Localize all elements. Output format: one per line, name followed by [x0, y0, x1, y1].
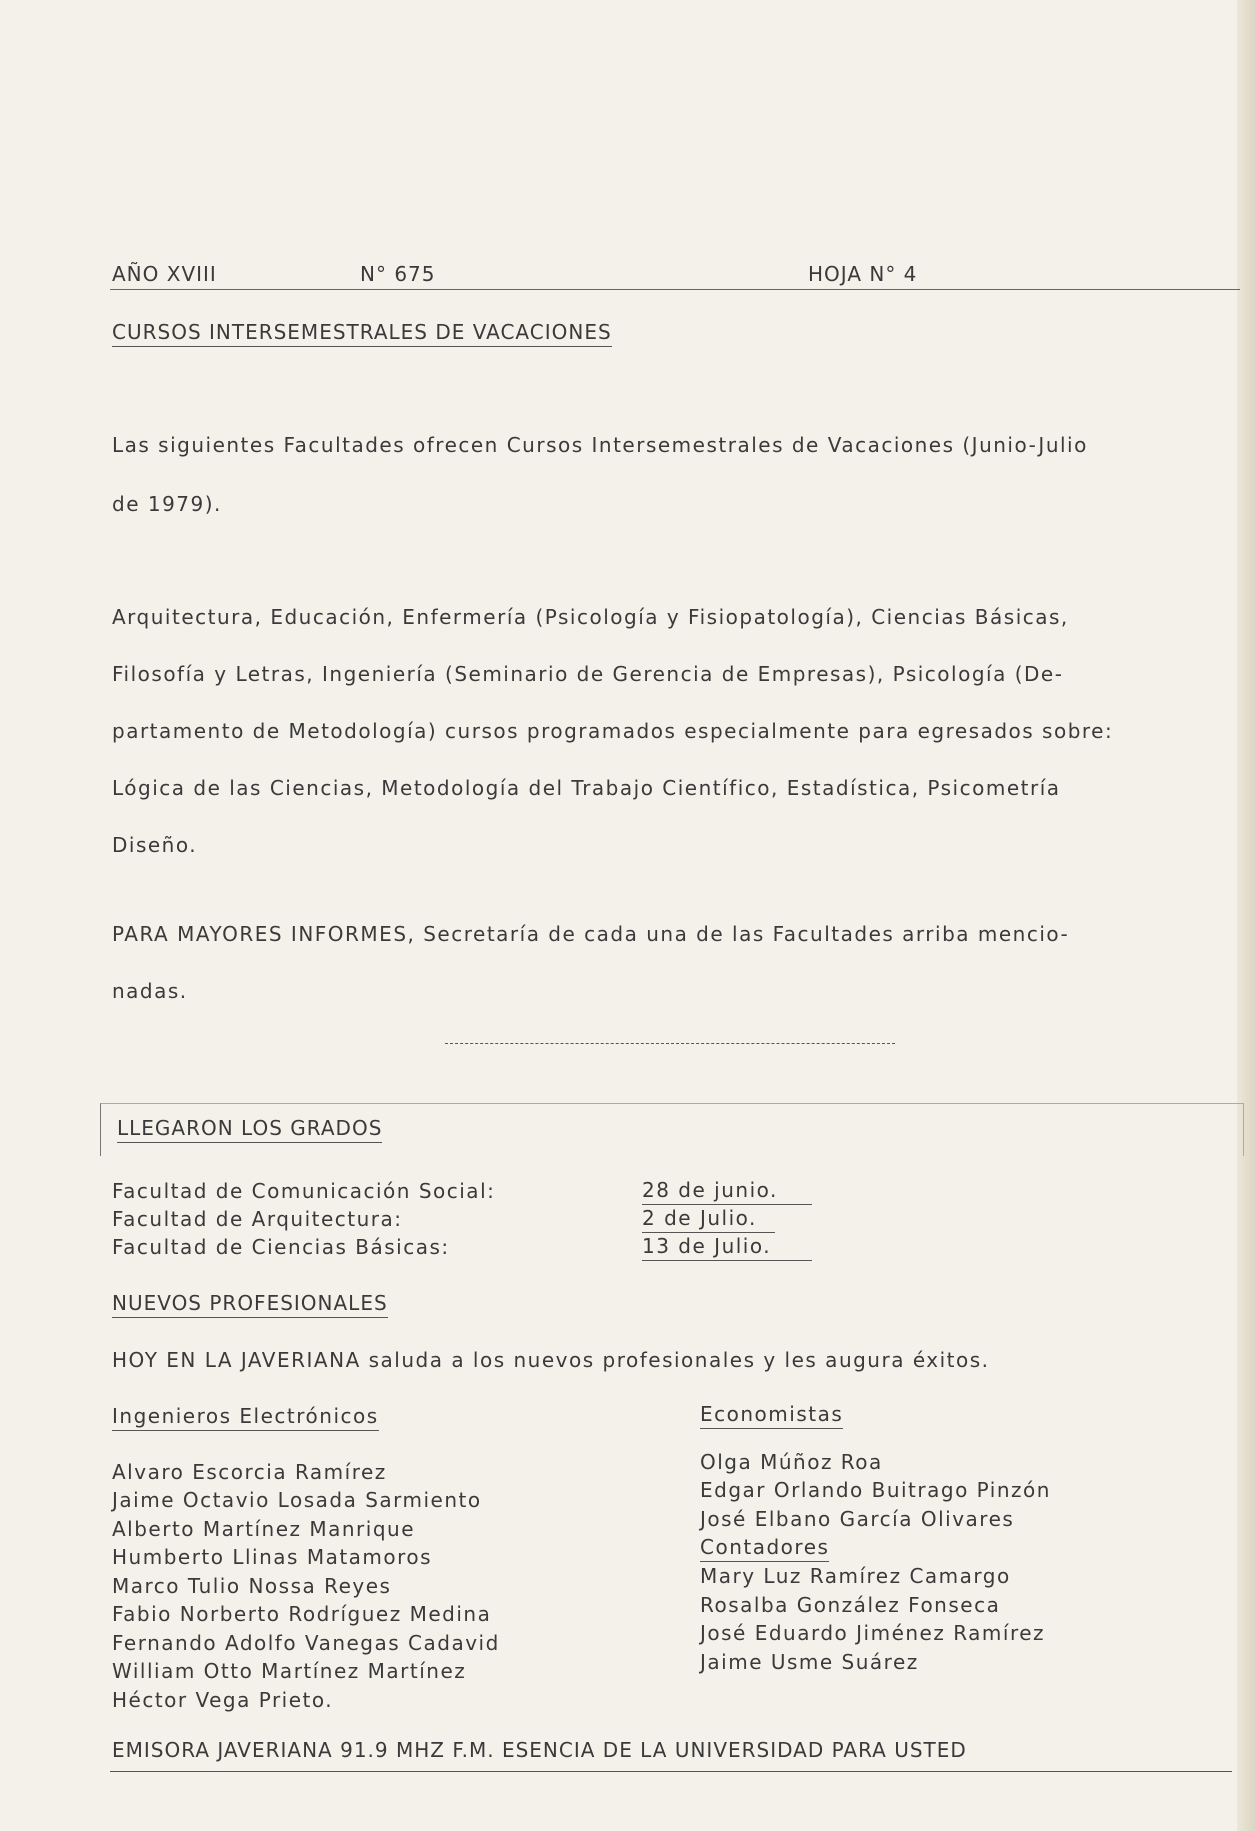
header-rule: [110, 289, 1240, 290]
engineer-name: Alvaro Escorcia Ramírez: [112, 1460, 387, 1484]
sheet-number: HOJA N° 4: [808, 262, 918, 286]
professionals-greeting: HOY EN LA JAVERIANA saluda a los nuevos profesionales y les augura éxitos.: [112, 1348, 990, 1372]
engineer-name: Héctor Vega Prieto.: [112, 1688, 334, 1712]
courses-title: CURSOS INTERSEMESTRALES DE VACACIONES: [112, 320, 612, 347]
electronic-engineers-heading: Ingenieros Electrónicos: [112, 1404, 379, 1431]
courses-intro-line-1: Las siguientes Facultades ofrecen Cursos Intersemestrales de Vacaciones (Junio-Julio: [112, 433, 1088, 457]
accountant-name: José Eduardo Jiménez Ramírez: [700, 1621, 1046, 1645]
faculties-line-4: Lógica de las Ciencias, Metodología del Trabajo Científico, Estadística, Psicometría: [112, 776, 1061, 800]
issue-year: AÑO XVIII: [112, 262, 217, 286]
faculties-line-3: partamento de Metodología) cursos programados especialmente para egresados sobre:: [112, 719, 1114, 743]
engineer-name: William Otto Martínez Martínez: [112, 1659, 467, 1683]
info-line-2: nadas.: [112, 979, 188, 1003]
economist-name: José Elbano García Olivares: [700, 1507, 1015, 1531]
accountant-name: Rosalba González Fonseca: [700, 1593, 1001, 1617]
footer-slogan: EMISORA JAVERIANA 91.9 MHZ F.M. ESENCIA DE LA UNIVERSIDAD PARA USTED: [112, 1738, 967, 1762]
engineer-name: Marco Tulio Nossa Reyes: [112, 1574, 392, 1598]
grade-date-3: 13 de Julio.: [642, 1234, 812, 1261]
economists-heading: Economistas: [700, 1402, 843, 1429]
engineer-name: Alberto Martínez Manrique: [112, 1517, 416, 1541]
faculties-line-5: Diseño.: [112, 833, 198, 857]
courses-intro-line-2: de 1979).: [112, 492, 222, 516]
info-line-1: PARA MAYORES INFORMES, Secretaría de cada una de las Facultades arriba mencio-: [112, 922, 1070, 946]
page-edge: [1237, 0, 1255, 1831]
accountant-name: Mary Luz Ramírez Camargo: [700, 1564, 1011, 1588]
footer-rule: [110, 1771, 1232, 1772]
grade-faculty-3: Facultad de Ciencias Básicas:: [112, 1235, 450, 1259]
grade-faculty-1: Facultad de Comunicación Social:: [112, 1179, 496, 1203]
grades-title: LLEGARON LOS GRADOS: [117, 1116, 382, 1143]
economist-name: Edgar Orlando Buitrago Pinzón: [700, 1478, 1051, 1502]
engineer-name: Fabio Norberto Rodríguez Medina: [112, 1602, 492, 1626]
faculties-line-2: Filosofía y Letras, Ingeniería (Seminario de Gerencia de Empresas), Psicología (De-: [112, 662, 1064, 686]
grade-faculty-2: Facultad de Arquitectura:: [112, 1207, 403, 1231]
issue-number: N° 675: [360, 262, 436, 286]
professionals-title: NUEVOS PROFESIONALES: [112, 1291, 388, 1318]
accountant-name: Jaime Usme Suárez: [700, 1650, 919, 1674]
section-divider: [445, 1043, 895, 1044]
faculties-line-1: Arquitectura, Educación, Enfermería (Psicología y Fisiopatología), Ciencias Básicas,: [112, 605, 1069, 629]
engineer-name: Humberto Llinas Matamoros: [112, 1545, 433, 1569]
engineer-name: Fernando Adolfo Vanegas Cadavid: [112, 1631, 500, 1655]
grade-date-2: 2 de Julio.: [642, 1206, 775, 1233]
engineer-name: Jaime Octavio Losada Sarmiento: [112, 1488, 482, 1512]
grade-date-1: 28 de junio.: [642, 1178, 812, 1205]
accountants-heading: Contadores: [700, 1535, 829, 1562]
economist-name: Olga Múñoz Roa: [700, 1450, 883, 1474]
